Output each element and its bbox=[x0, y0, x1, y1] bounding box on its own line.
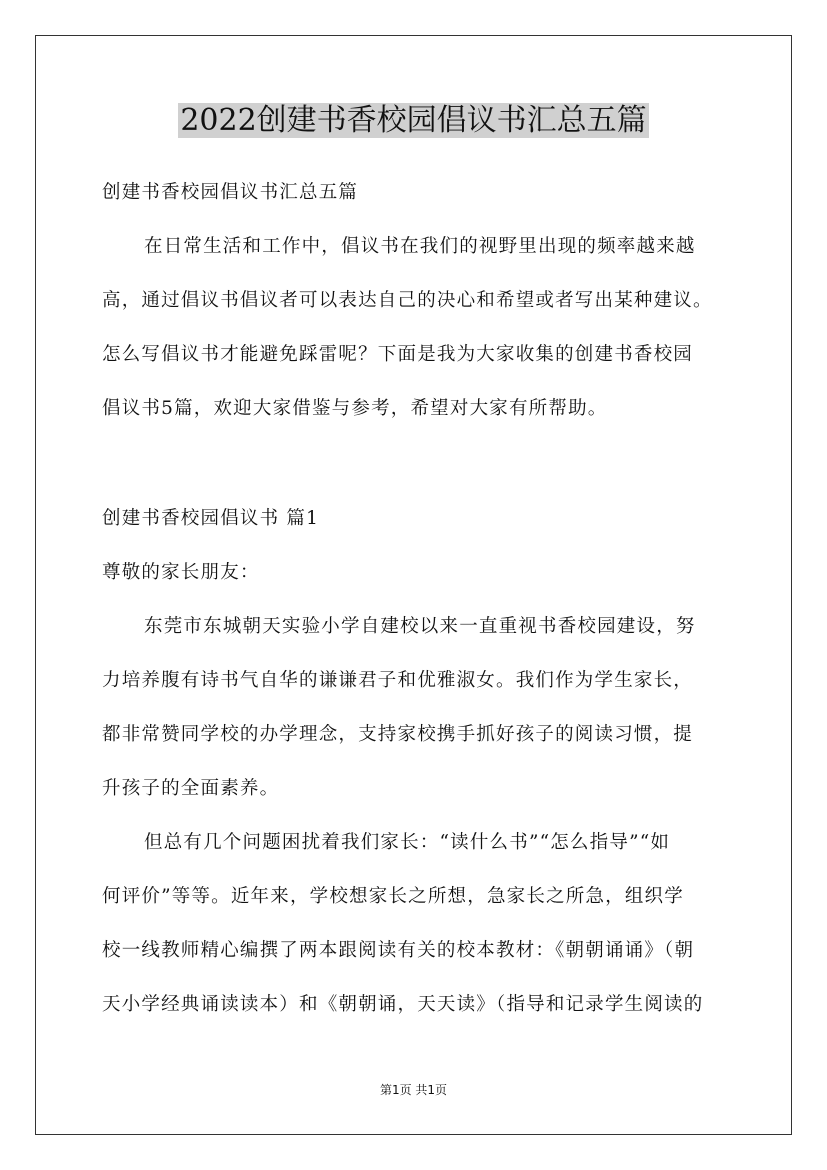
intro-line: 高，通过倡议书倡议者可以表达自己的决心和希望或者写出某种建议。 bbox=[102, 290, 713, 311]
paragraph-line: 东莞市东城朝天实验小学自建校以来一直重视书香校园建设，努 bbox=[144, 616, 696, 637]
subtitle: 创建书香校园倡议书汇总五篇 bbox=[102, 182, 359, 203]
paragraph-line: 升孩子的全面素养。 bbox=[102, 778, 280, 799]
salutation: 尊敬的家长朋友： bbox=[102, 562, 260, 583]
paragraph-line: 校一线教师精心编撰了两本跟阅读有关的校本教材：《朝朝诵诵》（朝 bbox=[102, 940, 695, 961]
document-body bbox=[102, 166, 742, 436]
document-title-wrap bbox=[0, 100, 827, 142]
intro-line: 怎么写倡议书才能避免踩雷呢？下面是我为大家收集的创建书香校园 bbox=[102, 344, 694, 365]
section-heading: 创建书香校园倡议书 篇1 bbox=[102, 508, 320, 529]
document-title: 2022创建书香校园倡议书汇总五篇 bbox=[180, 103, 647, 138]
intro-line: 倡议书5篇，欢迎大家借鉴与参考，希望对大家有所帮助。 bbox=[102, 398, 608, 419]
paragraph-line: 天小学经典诵读读本）和《朝朝诵，天天读》（指导和记录学生阅读的 bbox=[102, 994, 704, 1015]
page-footer: 第1页 共1页 bbox=[379, 1083, 448, 1097]
paragraph-line: 但总有几个问题困扰着我们家长：“读什么书”“怎么指导”“如 bbox=[144, 832, 671, 853]
intro-line: 在日常生活和工作中，倡议书在我们的视野里出现的频率越来越 bbox=[144, 236, 696, 257]
paragraph-line: 力培养腹有诗书气自华的谦谦君子和优雅淑女。我们作为学生家长， bbox=[102, 670, 694, 691]
paragraph-line: 何评价”等等。近年来，学校想家长之所想，急家长之所急，组织学 bbox=[102, 886, 684, 907]
section-1 bbox=[102, 492, 742, 1032]
paragraph-line: 都非常赞同学校的办学理念，支持家校携手抓好孩子的阅读习惯，提 bbox=[102, 724, 694, 745]
